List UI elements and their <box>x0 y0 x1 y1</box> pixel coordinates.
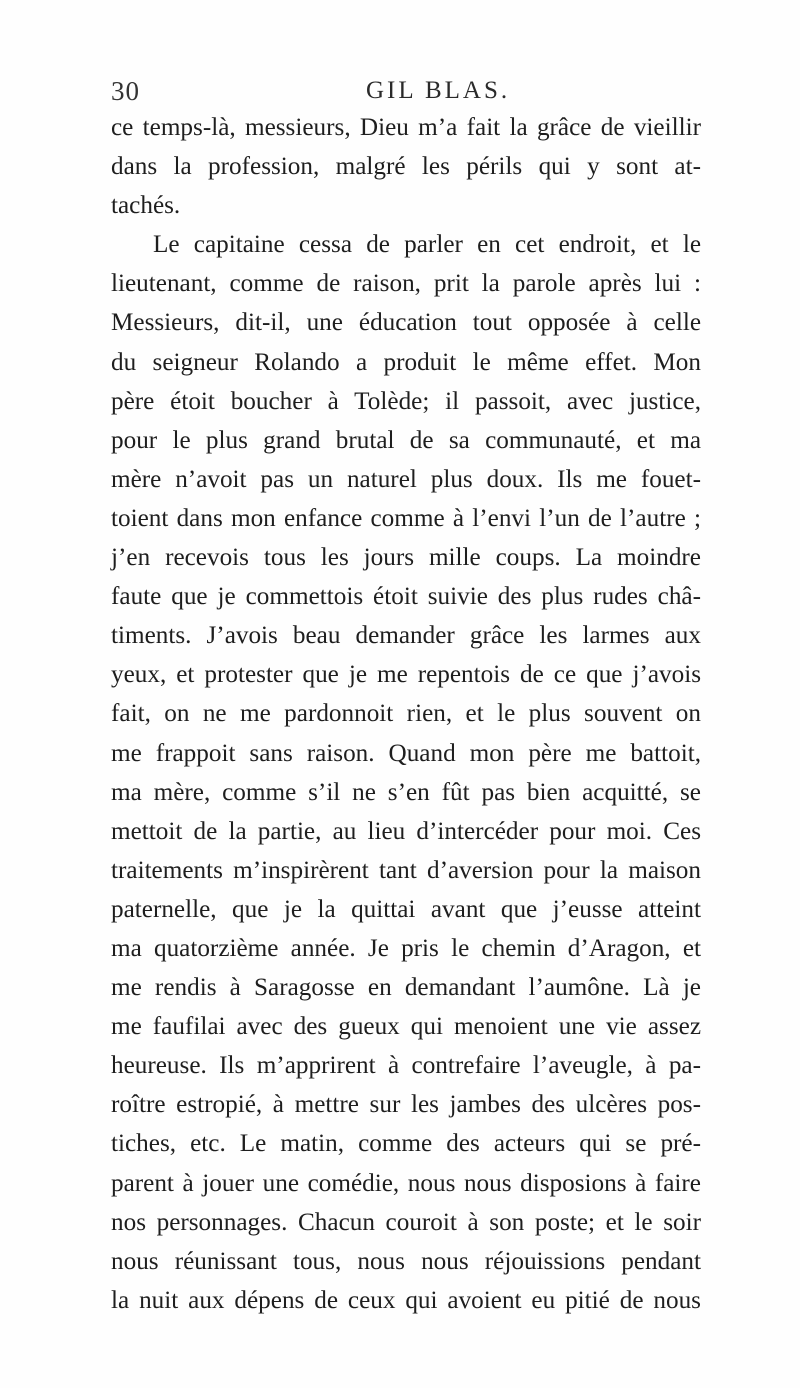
text-line: parent à jouer une comédie, nous nous disposions à faire <box>111 1169 701 1197</box>
text-line: nous réunissant tous, nous nous réjouissions pendant <box>111 1247 701 1275</box>
running-title: GIL BLAS. <box>366 77 511 104</box>
text-line: Le capitaine cessa de parler en cet endroit, et le <box>153 231 701 259</box>
text-line: toient dans mon enfance comme à l’envi l’un de l’autre ; <box>111 504 701 532</box>
paragraph <box>111 225 701 1320</box>
body-text <box>111 108 701 1320</box>
text-line: yeux, et protester que je me repentois de ce que j’avois <box>111 661 701 689</box>
text-line: ce temps-là, messieurs, Dieu m’a fait la grâce de vieillir <box>111 114 701 141</box>
text-line: tachés. <box>111 192 181 220</box>
page-header <box>111 76 701 106</box>
text-line: mère n’avoit pas un naturel plus doux. Ils me fouet- <box>111 465 701 493</box>
text-line: dans la profession, malgré les périls qui y sont at- <box>111 153 701 181</box>
text-line: tiches, etc. Le matin, comme des acteurs qui se pré- <box>111 1130 701 1158</box>
text-line: la nuit aux dépens de ceux qui avoient eu pitié de nous <box>111 1286 701 1314</box>
text-line: Messieurs, dit-il, une éducation tout opposée à celle <box>111 309 701 337</box>
text-line: père étoit boucher à Tolède; il passoit, avec justice, <box>111 387 701 415</box>
text-line: traitements m’inspirèrent tant d’aversion pour la maison <box>111 856 701 884</box>
text-line: ma mère, comme s’il ne s’en fût pas bien acquitté, se <box>111 778 701 806</box>
text-line: du seigneur Rolando a produit le même effet. Mon <box>111 348 701 376</box>
text-line: ma quatorzième année. Je pris le chemin d’Aragon, et <box>111 934 701 962</box>
text-line: nos personnages. Chacun couroit à son poste; et le soir <box>111 1208 701 1236</box>
text-line: me faufilai avec des gueux qui menoient une vie assez <box>111 1013 701 1041</box>
text-line: timents. J’avois beau demander grâce les larmes aux <box>111 622 701 650</box>
page-number: 30 <box>111 76 140 106</box>
text-line: paternelle, que je la quittai avant que j’eusse atteint <box>111 895 701 923</box>
text-line: heureuse. Ils m’apprirent à contrefaire l’aveugle, à pa- <box>111 1052 701 1080</box>
text-line: mettoit de la partie, au lieu d’intercéder pour moi. Ces <box>111 817 701 845</box>
text-line: pour le plus grand brutal de sa communauté, et ma <box>111 426 701 454</box>
text-line: me frappoit sans raison. Quand mon père me battoit, <box>111 739 701 767</box>
text-line: faute que je commettois étoit suivie des plus rudes châ- <box>111 583 701 611</box>
paragraph <box>111 108 701 225</box>
text-line: fait, on ne me pardonnoit rien, et le plus souvent on <box>111 700 701 728</box>
text-line: j’en recevois tous les jours mille coups. La moindre <box>111 544 701 572</box>
text-line: me rendis à Saragosse en demandant l’aumône. Là je <box>111 974 701 1002</box>
text-line: roître estropié, à mettre sur les jambes des ulcères pos- <box>111 1091 701 1119</box>
text-line: lieutenant, comme de raison, prit la parole après lui : <box>111 270 701 298</box>
